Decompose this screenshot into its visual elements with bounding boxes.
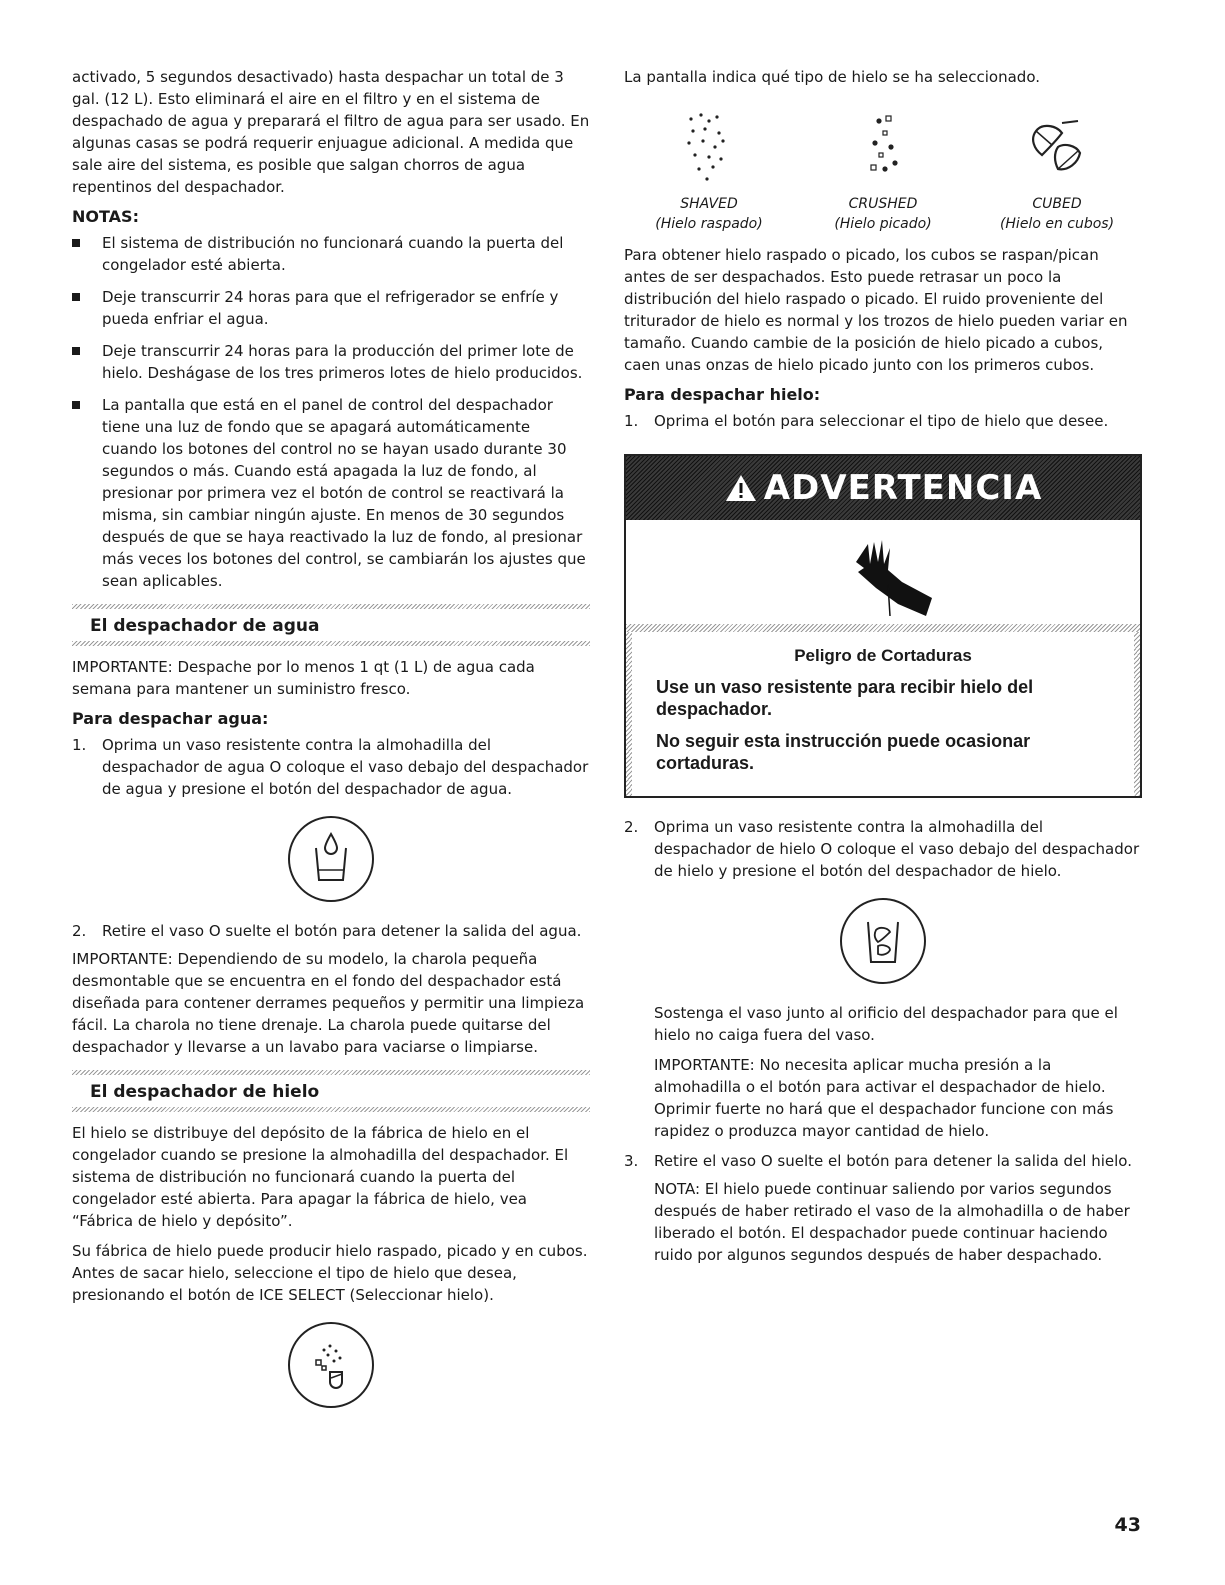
ice-type-label: CRUSHED <box>848 196 918 212</box>
note-item: La pantalla que está en el panel de control del despachador tiene una luz de fondo que se apagará automáticamente cuando los botones del control no se hayan usado durante 30 segundos o más. Cuando está apagada la luz de fondo, al presionar por primera vez el botón de control se reactivará la misma, sin cambiar ningún ajuste. En menos de 30 segundos después de que se haya reactivado la luz de fondo, al presionar más veces los botones del control, se cambiarán los ajustes que sean aplicables. <box>72 394 590 592</box>
ice-paragraph-1: El hielo se distribuye del depósito de la fábrica de hielo en el congelador cuando se presione la almohadilla del despachador. El sistema de distribución no funcionará cuando la puerta del congelador esté abierta. Para apagar la fábrica de hielo, vea “Fábrica de hielo y depósito”. <box>72 1124 569 1230</box>
step-text: Retire el vaso O suelte el botón para detener la salida del agua. <box>102 922 582 940</box>
water-steps-list <box>72 734 590 800</box>
important-pressure-text: IMPORTANTE: No necesita aplicar mucha presión a la almohadilla o el botón para activar el despachador de hielo. Oprimir fuerte no hará que el despachador funcione con más rapidez o produzca mayor cantidad de hielo. <box>654 1056 1114 1140</box>
left-column <box>72 66 590 1426</box>
step-number: 1. <box>624 412 639 430</box>
step-number: 3. <box>624 1152 639 1170</box>
step-text: Oprima el botón para seleccionar el tipo de hielo que desee. <box>654 412 1109 430</box>
water-step-1 <box>72 734 590 800</box>
step-number: 2. <box>72 922 87 940</box>
ice-select-icon <box>286 1320 376 1410</box>
note-item: Deje transcurrir 24 horas para la producción del primer lote de hielo. Deshágase de los tres primeros lotes de hielo producidos. <box>72 340 590 384</box>
ice-type-spanish-label: (Hielo en cubos) <box>999 216 1115 232</box>
hold-glass-text: Sostenga el vaso junto al orificio del despachador para que el hielo no caiga fuera del vaso. <box>654 1004 1118 1044</box>
warning-line-1: Use un vaso resistente para recibir hielo del despachador. <box>656 677 1034 719</box>
warning-triangle-icon <box>724 473 758 503</box>
water-dispense-heading: Para despachar agua: <box>72 709 269 728</box>
ice-step-1 <box>624 410 1142 432</box>
warning-pictogram <box>626 520 1140 624</box>
ice-type-crushed <box>798 104 968 234</box>
ice-dispense-heading: Para despachar hielo: <box>624 385 821 404</box>
right-column <box>624 66 1142 1274</box>
water-important: IMPORTANTE: Despache por lo menos 1 qt (1 L) de agua cada semana para mantener un suministro fresco. <box>72 658 535 698</box>
note-item: Deje transcurrir 24 horas para que el refrigerador se enfríe y pueda enfriar el agua. <box>72 286 590 330</box>
ice-glass-icon <box>838 896 928 986</box>
warning-header <box>626 456 1140 520</box>
cubed-ice-icon <box>1022 109 1092 189</box>
warning-subtitle: Peligro de Cortaduras <box>794 646 972 665</box>
divider <box>72 1107 590 1112</box>
ice-type-spanish-label: (Hielo picado) <box>834 216 932 232</box>
ice-type-label: SHAVED <box>680 196 738 212</box>
water-steps-list-2 <box>72 920 590 942</box>
intro-paragraph: activado, 5 segundos desactivado) hasta despachar un total de 3 gal. (12 L). Esto eliminará el aire en el filtro y en el sistema de despachado de agua y preparará el filtro de agua para ser usado. En algunas casas se podrá requerir enjuague adicional. A medida que sale aire del sistema, es posible que salgan chorros de agua repentinos del despachador. <box>72 68 590 196</box>
page-number: 43 <box>1114 1514 1141 1536</box>
water-important-2: IMPORTANTE: Dependiendo de su modelo, la charola pequeña desmontable que se encuentra en el fondo del despachador está diseñada para contener derrames pequeños y permitir una limpieza fácil. La charola no tiene drenaje. La charola puede quitarse del despachador y llevarse a un lavabo para vaciarse o limpiarse. <box>72 950 585 1056</box>
ice-step-3 <box>624 1150 1142 1172</box>
ice-paragraph-2: Su fábrica de hielo puede producir hielo raspado, picado y en cubos. Antes de sacar hielo, seleccione el tipo de hielo que desea, presionando el botón de ICE SELECT (Seleccionar hielo). <box>72 1242 588 1304</box>
warning-box <box>624 454 1142 798</box>
ice-type-cubed <box>972 104 1142 234</box>
ice-dispenser-icon-wrap <box>624 896 1142 986</box>
step-text: Oprima un vaso resistente contra la almohadilla del despachador de agua O coloque el vaso debajo del despachador de agua y presione el botón del despachador de agua. <box>102 736 589 798</box>
ice-type-label: CUBED <box>1032 196 1082 212</box>
step-text: Oprima un vaso resistente contra la almohadilla del despachador de hielo O coloque el vaso debajo del despachador de hielo y presione el botón del despachador de hielo. <box>654 818 1140 880</box>
step-number: 2. <box>624 818 639 836</box>
water-glass-icon <box>286 814 376 904</box>
water-section-title: El despachador de agua <box>90 616 320 636</box>
water-step-2 <box>72 920 590 942</box>
notes-list <box>72 232 590 592</box>
ice-type-shaved <box>624 104 794 234</box>
warning-line-2: No seguir esta instrucción puede ocasionar cortaduras. <box>656 731 1031 773</box>
ice-steps-list-3 <box>624 1150 1142 1172</box>
divider <box>626 624 1140 632</box>
ice-type-spanish-label: (Hielo raspado) <box>655 216 763 232</box>
crushed-ice-icon <box>853 109 913 189</box>
ice-steps-list-2 <box>624 816 1142 882</box>
note-text: NOTA: El hielo puede continuar saliendo por varios segundos después de haber retirado el vaso de la almohadilla o de haber liberado el botón. El despachador puede continuar haciendo ruido por algunos segundos después de haber despachado. <box>654 1180 1130 1264</box>
ice-types-row <box>624 104 1142 234</box>
ice-section-header <box>72 1070 590 1112</box>
cut-hand-icon <box>828 524 938 620</box>
ice-select-icon-wrap <box>72 1320 590 1410</box>
water-dispenser-icon-wrap <box>72 814 590 904</box>
step-number: 1. <box>72 736 87 754</box>
water-section-header <box>72 604 590 646</box>
display-text: La pantalla indica qué tipo de hielo se ha seleccionado. <box>624 68 1041 86</box>
step-text: Retire el vaso O suelte el botón para detener la salida del hielo. <box>654 1152 1132 1170</box>
ice-steps-list <box>624 410 1142 432</box>
warning-title: ADVERTENCIA <box>763 468 1043 508</box>
shaved-crushed-paragraph: Para obtener hielo raspado o picado, los cubos se raspan/pican antes de ser despachados. Esto puede retrasar un poco la distribución del hielo raspado o picado. El ruido proveniente del triturador de hielo es normal y los trozos de hielo pueden variar en tamaño. Cuando cambie de la posición de hielo picado a cubos, caen unas onzas de hielo picado junto con los primeros cubos. <box>624 246 1128 374</box>
ice-step-2 <box>624 816 1142 882</box>
warning-body <box>626 632 1140 796</box>
note-item: El sistema de distribución no funcionará cuando la puerta del congelador esté abierta. <box>72 232 590 276</box>
notes-heading: NOTAS: <box>72 207 139 226</box>
ice-section-title: El despachador de hielo <box>90 1082 320 1102</box>
shaved-ice-icon <box>679 109 739 189</box>
divider <box>72 641 590 646</box>
